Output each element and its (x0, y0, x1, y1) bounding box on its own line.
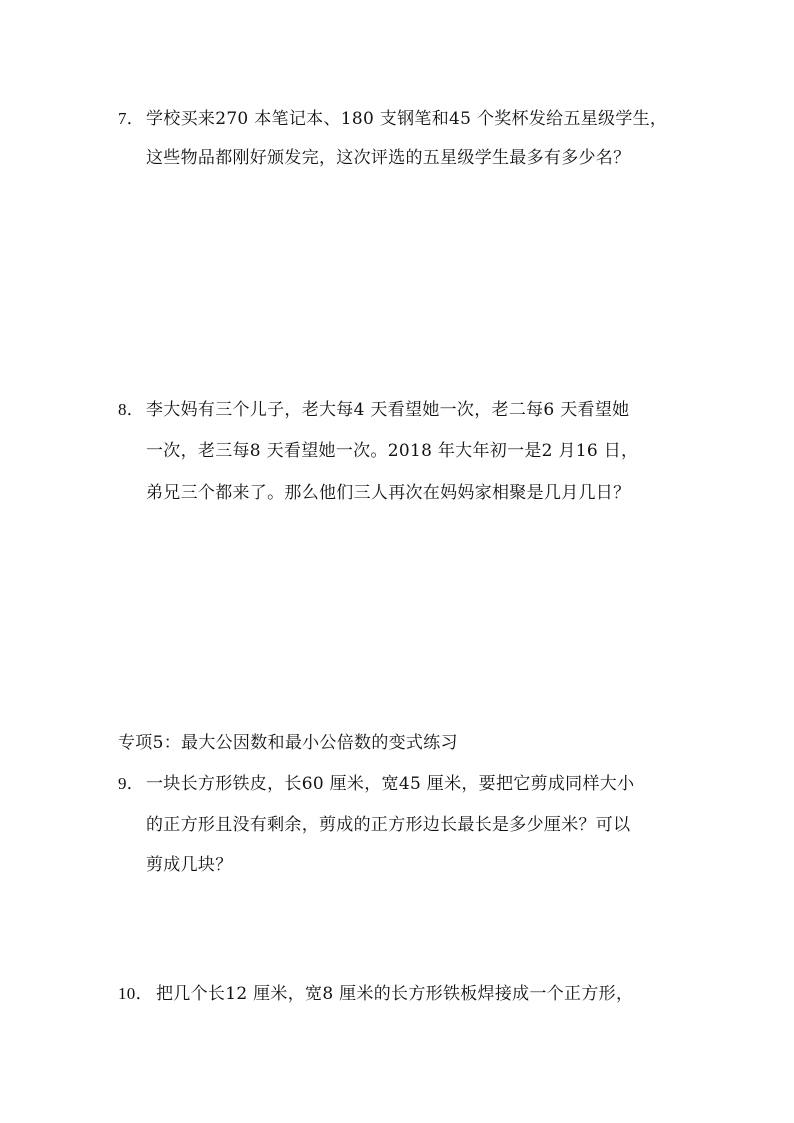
question-10-line-1: 把几个长12 厘米，宽8 厘米的长方形铁板焊接成一个正方形， (156, 984, 634, 1004)
question-7-line-2: 这些物品都刚好颁发完，这次评选的五星级学生最多有多少名？ (146, 148, 631, 168)
question-8-line-2: 一次，老三每8 天看望她一次。2018 年大年初一是2 月16 日， (146, 441, 639, 461)
question-9-number: 9． (118, 774, 145, 793)
question-8-line-1: 李大妈有三个儿子，老大每4 天看望她一次，老二每6 天看望她 (146, 400, 630, 420)
question-9-line-3: 剪成几块？ (146, 855, 233, 875)
question-10-number: 10． (118, 984, 153, 1003)
question-9-line-1: 一块长方形铁皮，长60 厘米，宽45 厘米，要把它剪成同样大小 (146, 774, 635, 794)
question-8-line-3: 弟兄三个都来了。那么他们三人再次在妈妈家相聚是几月几日？ (146, 483, 631, 503)
question-7-line-1: 学校买来270 本笔记本、180 支钢笔和45 个奖杯发给五星级学生， (146, 109, 668, 129)
section-heading: 专项5：最大公因数和最小公倍数的变式练习 (118, 733, 458, 753)
question-7-number: 7． (118, 109, 145, 128)
question-9-line-2: 的正方形且没有剩余，剪成的正方形边长最长是多少厘米？可以 (146, 815, 631, 835)
question-8-number: 8． (118, 400, 145, 419)
